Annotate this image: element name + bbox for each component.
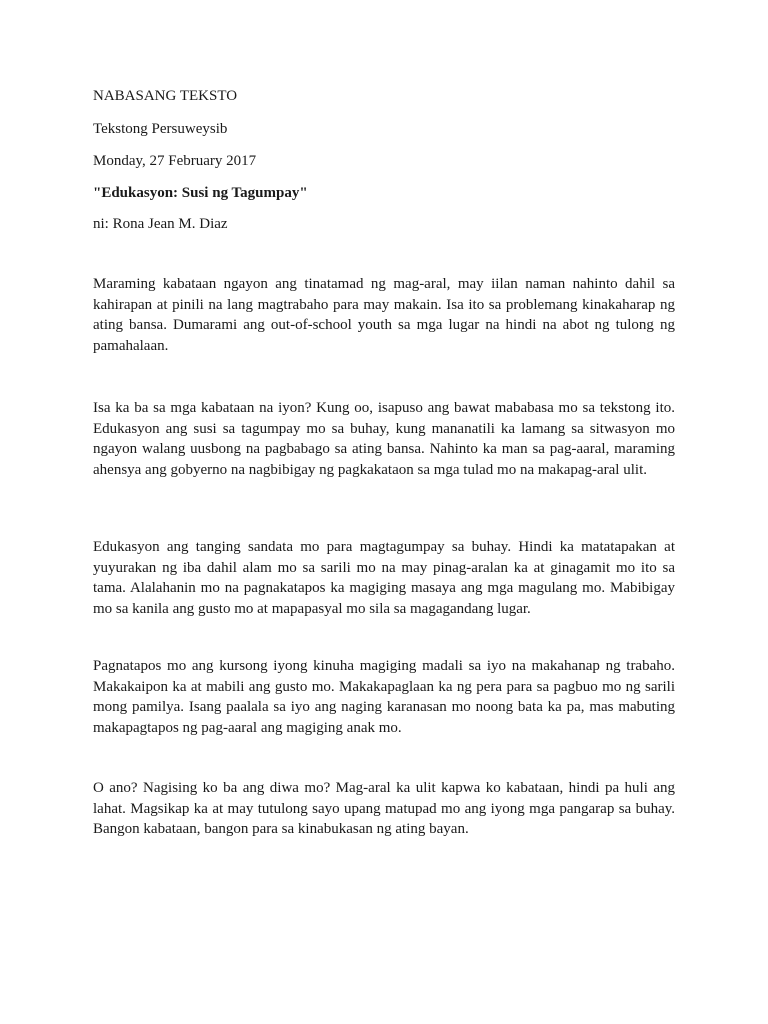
body-paragraph-1: Maraming kabataan ngayon ang tinatamad ng mag-aral, may iilan naman nahinto dahil sa kahirapan at pinili na lang magtrabaho para may makain. Isa ito sa problemang kinakaharap ng ating bansa. Dumarami ang out-of-school youth sa mga lugar na hindi na abot ng tulong ng pamahalaan.: [93, 276, 675, 354]
body-paragraph-5: O ano? Nagising ko ba ang diwa mo? Mag-aral ka ulit kapwa ko kabataan, hindi pa huli ang lahat. Magsikap ka at may tutulong sayo upang matupad mo ang iyong mga pangarap sa buhay. Bangon kabataan, bangon para sa kinabukasan ng ating bayan.: [93, 780, 675, 837]
body-paragraph-4: Pagnatapos mo ang kursong iyong kinuha magiging madali sa iyo na makahanap ng trabaho. Makakaipon ka at mabili ang gusto mo. Makakapaglaan ka ng pera para sa pagbuo mo ng sarili mong pamilya. Isang paalala sa iyo ang naging karanasan mo noong bata ka pa, mas mabuting makapagtapos ng pag-aaral ang magiging anak mo.: [93, 658, 675, 736]
document-date: Monday, 27 February 2017: [93, 153, 257, 169]
author-line: ni: Rona Jean M. Diaz: [93, 216, 228, 232]
body-paragraph-2: Isa ka ba sa mga kabataan na iyon? Kung oo, isapuso ang bawat mababasa mo sa tekstong ito. Edukasyon ang susi sa tagumpay mo sa buhay, kung mananatili ka lamang sa sitwasyon mo ngayon walang uusbong na pagbabago sa ating bansa. Nahinto ka man sa pag-aaral, maraming ahensya ang gobyerno na nagbibigay ng pagkakataon sa mga tulad mo na makapag-aral ulit.: [93, 400, 675, 478]
text-type-label: Tekstong Persuweysib: [93, 121, 228, 137]
document-heading: NABASANG TEKSTO: [93, 88, 238, 104]
body-paragraph-3: Edukasyon ang tanging sandata mo para magtagumpay sa buhay. Hindi ka matatapakan at yuyurakan ng iba dahil alam mo sa sarili mo na may pinag-aralan ka at ginagamit mo ito sa tama. Alalahanin mo na pagnakatapos ka magiging masaya ang mga magulang mo. Mabibigay mo sa kanila ang gusto mo at mapapasyal mo sila sa magagandang lugar.: [93, 539, 675, 617]
essay-title: "Edukasyon: Susi ng Tagumpay": [93, 185, 308, 201]
